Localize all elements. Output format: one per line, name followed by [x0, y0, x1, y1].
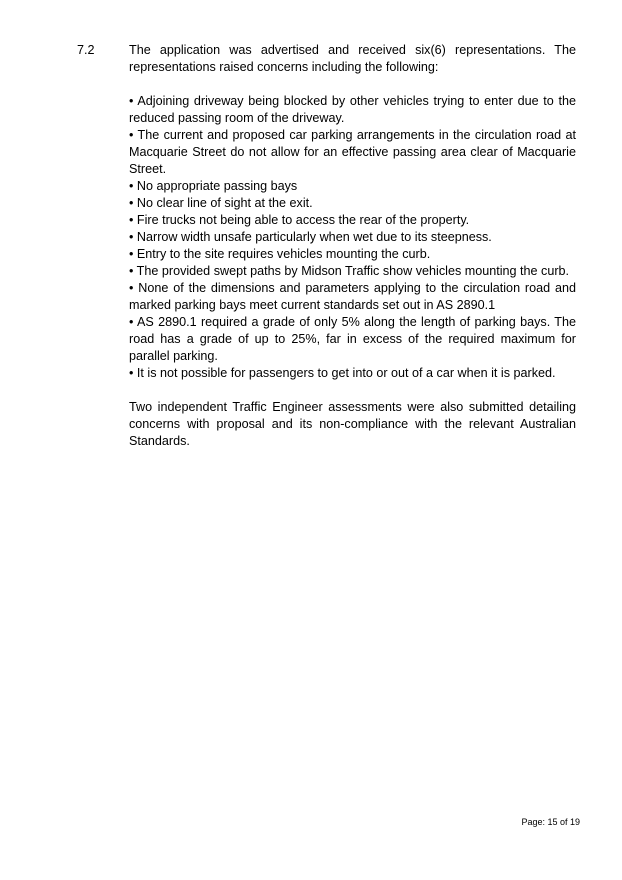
list-item: • No clear line of sight at the exit.	[129, 196, 313, 210]
list-item: • Entry to the site requires vehicles mounting the curb.	[129, 247, 431, 261]
paragraph-spacer	[129, 382, 576, 399]
list-item: • AS 2890.1 required a grade of only 5% along the length of parking bays. The road has a grade of up to 25%, far in excess of the required maximum for parallel parking.	[129, 315, 576, 363]
closing-paragraph: Two independent Traffic Engineer assessments were also submitted detailing concerns with proposal and its non-compliance with the relevant Australian Standards.	[129, 400, 576, 448]
list-item: • Adjoining driveway being blocked by other vehicles trying to enter due to the reduced passing room of the driveway.	[129, 94, 576, 125]
concerns-list	[129, 93, 576, 382]
list-item: • The current and proposed car parking arrangements in the circulation road at Macquarie Street do not allow for an effective passing area clear of Macquarie Street.	[129, 128, 576, 176]
section-number: 7.2	[77, 43, 95, 57]
intro-paragraph: The application was advertised and received six(6) representations. The representations raised concerns including the following:	[129, 43, 576, 74]
list-item: • Fire trucks not being able to access the rear of the property.	[129, 213, 470, 227]
paragraph-spacer	[129, 76, 576, 93]
page-number: Page: 15 of 19	[521, 817, 580, 827]
list-item: • None of the dimensions and parameters applying to the circulation road and marked parking bays meet current standards set out in AS 2890.1	[129, 281, 576, 312]
list-item: • Narrow width unsafe particularly when wet due to its steepness.	[129, 230, 492, 244]
section-content	[129, 42, 576, 450]
list-item: • The provided swept paths by Midson Traffic show vehicles mounting the curb.	[129, 264, 570, 278]
list-item: • No appropriate passing bays	[129, 179, 298, 193]
list-item: • It is not possible for passengers to get into or out of a car when it is parked.	[129, 366, 556, 380]
